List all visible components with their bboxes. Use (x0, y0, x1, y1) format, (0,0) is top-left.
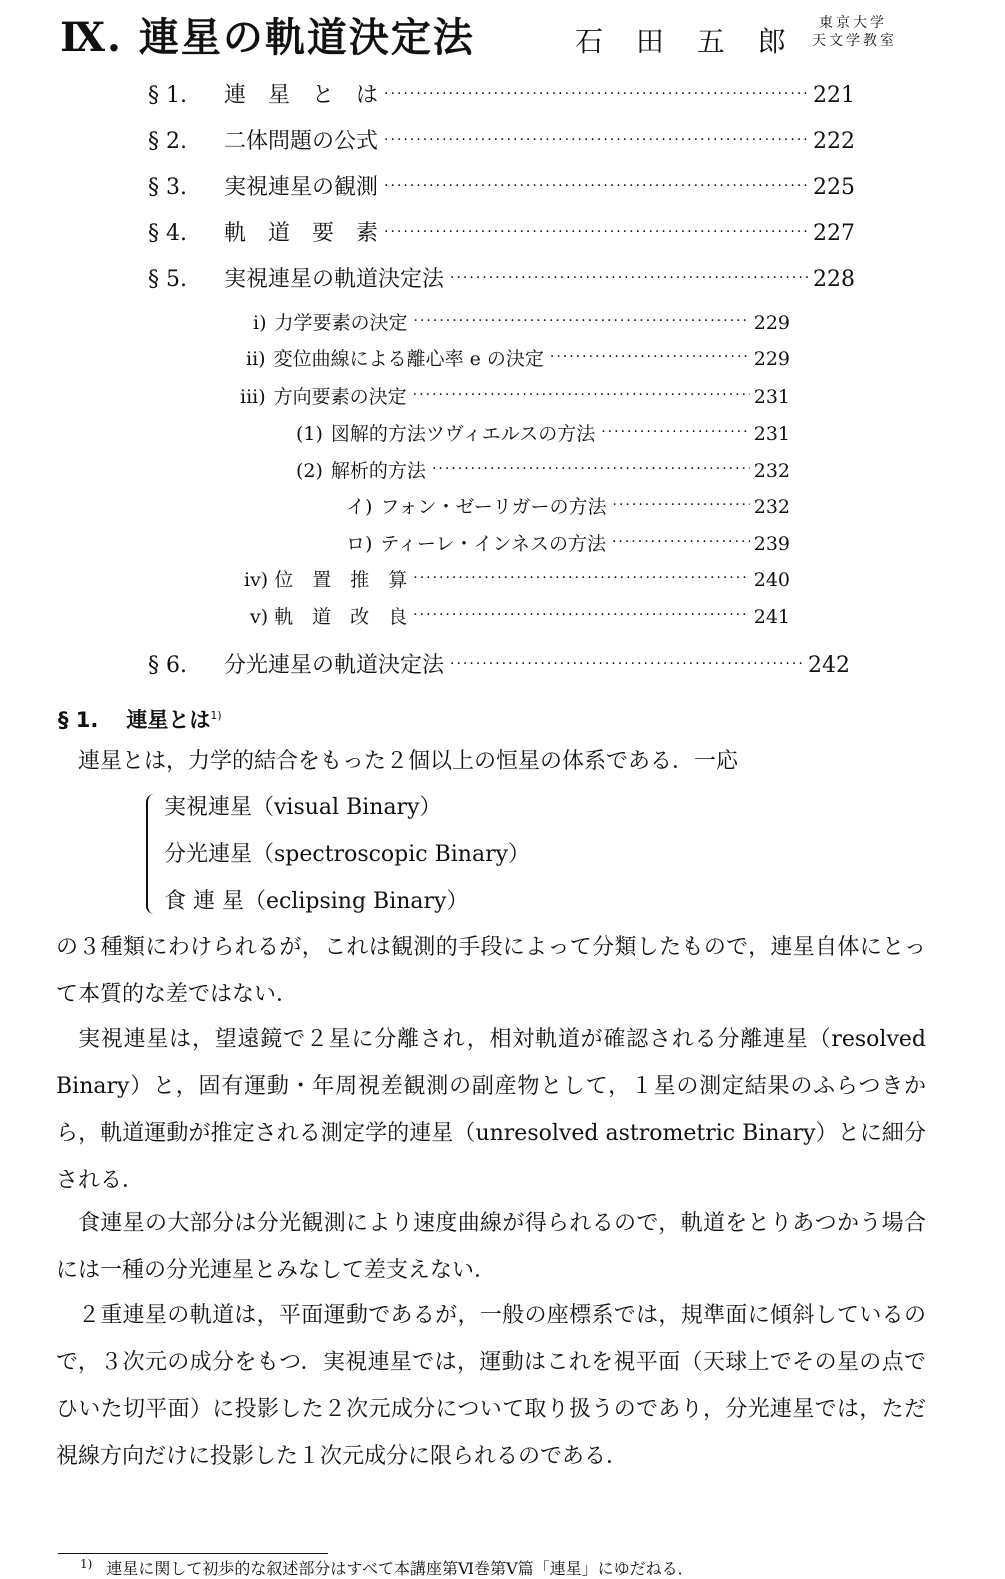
toc-leader-dots (450, 270, 809, 286)
toc-page: 229 (753, 348, 790, 370)
toc-label: 位 置 推 算 (274, 569, 408, 591)
toc-label: 実視連星の軌道決定法 (224, 267, 445, 292)
toc-label: 図解的方法ツヴィエルスの方法 (330, 423, 596, 445)
list-item: 分光連星（spectroscopic Binary） (164, 842, 531, 867)
chapter-title: Ⅸ. 連星の軌道決定法 (60, 14, 475, 61)
footnote (80, 1556, 694, 1579)
toc-label: 方向要素の決定 (273, 386, 407, 408)
toc-leader-dots (384, 132, 809, 148)
footnote-reference: 1) (210, 709, 222, 722)
toc-number: § 5. (148, 267, 187, 292)
author-name: 石 田 五 郎 (575, 25, 798, 58)
footnote-text: 連星に関して初歩的な叙述部分はすべて本講座第Ⅵ巻第Ⅴ篇「連星」にゆだねる． (106, 1559, 694, 1578)
section-title: 連星とは (126, 708, 211, 732)
toc-label: 軌 道 要 素 (224, 221, 379, 246)
toc-page: 225 (813, 175, 855, 200)
footnote-mark: 1) (80, 1556, 93, 1571)
body-paragraph: 食連星の大部分は分光観測により速度曲線が得られるので，軌道をとりあつかう場合には一種の分光連星とみなして差支えない． (56, 1211, 926, 1283)
author-affiliation (812, 14, 897, 50)
toc-entry (148, 124, 855, 155)
toc-page: 232 (753, 496, 790, 518)
toc-leader-dots (384, 178, 809, 194)
toc-entry (296, 419, 790, 446)
toc-label: フォン・ゼーリガーの方法 (380, 496, 607, 518)
toc-leader-dots (601, 424, 750, 440)
toc-label: 分光連星の軌道決定法 (224, 653, 445, 678)
toc-entry (253, 308, 790, 335)
toc-entry (148, 648, 850, 679)
toc-page: 231 (753, 423, 790, 445)
footnote-divider (58, 1553, 328, 1554)
toc-leader-dots (384, 86, 809, 102)
toc-number: ロ) (346, 533, 373, 555)
section-number: § 1. (58, 708, 99, 732)
toc-page: 222 (813, 129, 855, 154)
toc-entry (246, 344, 790, 371)
toc-leader-dots (413, 607, 750, 623)
toc-leader-dots (450, 656, 804, 672)
toc-entry (296, 456, 790, 483)
toc-label: 連 星 と は (224, 83, 379, 108)
toc-number: § 4. (148, 221, 187, 246)
toc-label: 二体問題の公式 (224, 129, 379, 154)
toc-entry (244, 565, 790, 592)
toc-entry (346, 492, 790, 519)
toc-entry (148, 262, 855, 293)
toc-leader-dots (413, 570, 749, 586)
toc-leader-dots (613, 497, 750, 513)
toc-leader-dots (432, 461, 750, 477)
intro-paragraph: 連星とは，力学的結合をもった２個以上の恒星の体系である．一応 (78, 749, 739, 774)
toc-number: iii) (240, 386, 266, 408)
toc-page: 240 (753, 569, 790, 591)
toc-entry (148, 216, 855, 247)
toc-page: 232 (753, 460, 790, 482)
brace-glyph (146, 794, 156, 914)
toc-page: 231 (753, 386, 790, 408)
binary-types-list (156, 784, 530, 924)
toc-entry (148, 170, 855, 201)
toc-entry (250, 602, 790, 629)
toc-page: 221 (813, 83, 855, 108)
toc-number: § 6. (148, 653, 187, 678)
body-paragraph: ２重連星の軌道は，平面運動であるが，一般の座標系では，規準面に傾斜しているので，３次元の成分をもつ．実視連星では，運動はこれを視平面（天球上でその星の点でひいた切平面）に投影した２次元成分について取り扱うのであり，分光連星では，ただ視線方向だけに投影した１次元成分に限られるのである． (56, 1303, 926, 1469)
toc-label: 解析的方法 (330, 460, 426, 482)
toc-label: 軌 道 改 良 (274, 606, 408, 628)
toc-leader-dots (550, 349, 750, 365)
affiliation-line-2: 天文学教室 (812, 33, 897, 49)
toc-number: § 3. (148, 175, 187, 200)
toc-number: i) (253, 312, 267, 334)
toc-page: 228 (813, 267, 855, 292)
toc-entry (148, 78, 855, 109)
toc-page: 229 (753, 312, 790, 334)
toc-number: v) (250, 606, 269, 628)
toc-number: § 1. (148, 83, 187, 108)
body-paragraph: 実視連星は，望遠鏡で２星に分離され，相対軌道が確認される分離連星（resolved Binary）と，固有運動・年周視差観測の副産物として，１星の測定結果のふらつきから，軌道運動が推定される測定学的連星（unresolved astrometric Binary）とに細分される． (56, 1027, 926, 1193)
toc-leader-dots (414, 313, 750, 329)
toc-label: ティーレ・インネスの方法 (380, 533, 606, 555)
toc-label: 力学要素の決定 (274, 312, 408, 334)
toc-entry (346, 529, 790, 556)
toc-label: 変位曲線による離心率 e の決定 (273, 348, 544, 370)
section-heading (58, 704, 222, 734)
list-item: 食 連 星（eclipsing Binary） (164, 889, 469, 914)
toc-entry (240, 382, 790, 409)
page-header (60, 6, 960, 66)
toc-number: (2) (296, 460, 323, 482)
toc-label: 実視連星の観測 (224, 175, 379, 200)
toc-number: イ) (346, 496, 373, 518)
toc-number: ii) (246, 348, 266, 370)
toc-page: 241 (753, 606, 790, 628)
toc-number: iv) (244, 569, 269, 591)
list-item: 実視連星（visual Binary） (164, 795, 442, 820)
toc-number: § 2. (148, 129, 187, 154)
toc-page: 242 (808, 653, 850, 678)
toc-leader-dots (384, 224, 809, 240)
affiliation-line-1: 東京大学 (819, 15, 887, 31)
toc-leader-dots (413, 387, 750, 403)
toc-page: 239 (753, 533, 790, 555)
body-paragraph: の３種類にわけられるが，これは観測的手段によって分類したもので，連星自体にとって本質的な差ではない． (56, 935, 926, 1007)
toc-number: (1) (296, 423, 323, 445)
toc-page: 227 (813, 221, 855, 246)
toc-leader-dots (612, 534, 750, 550)
